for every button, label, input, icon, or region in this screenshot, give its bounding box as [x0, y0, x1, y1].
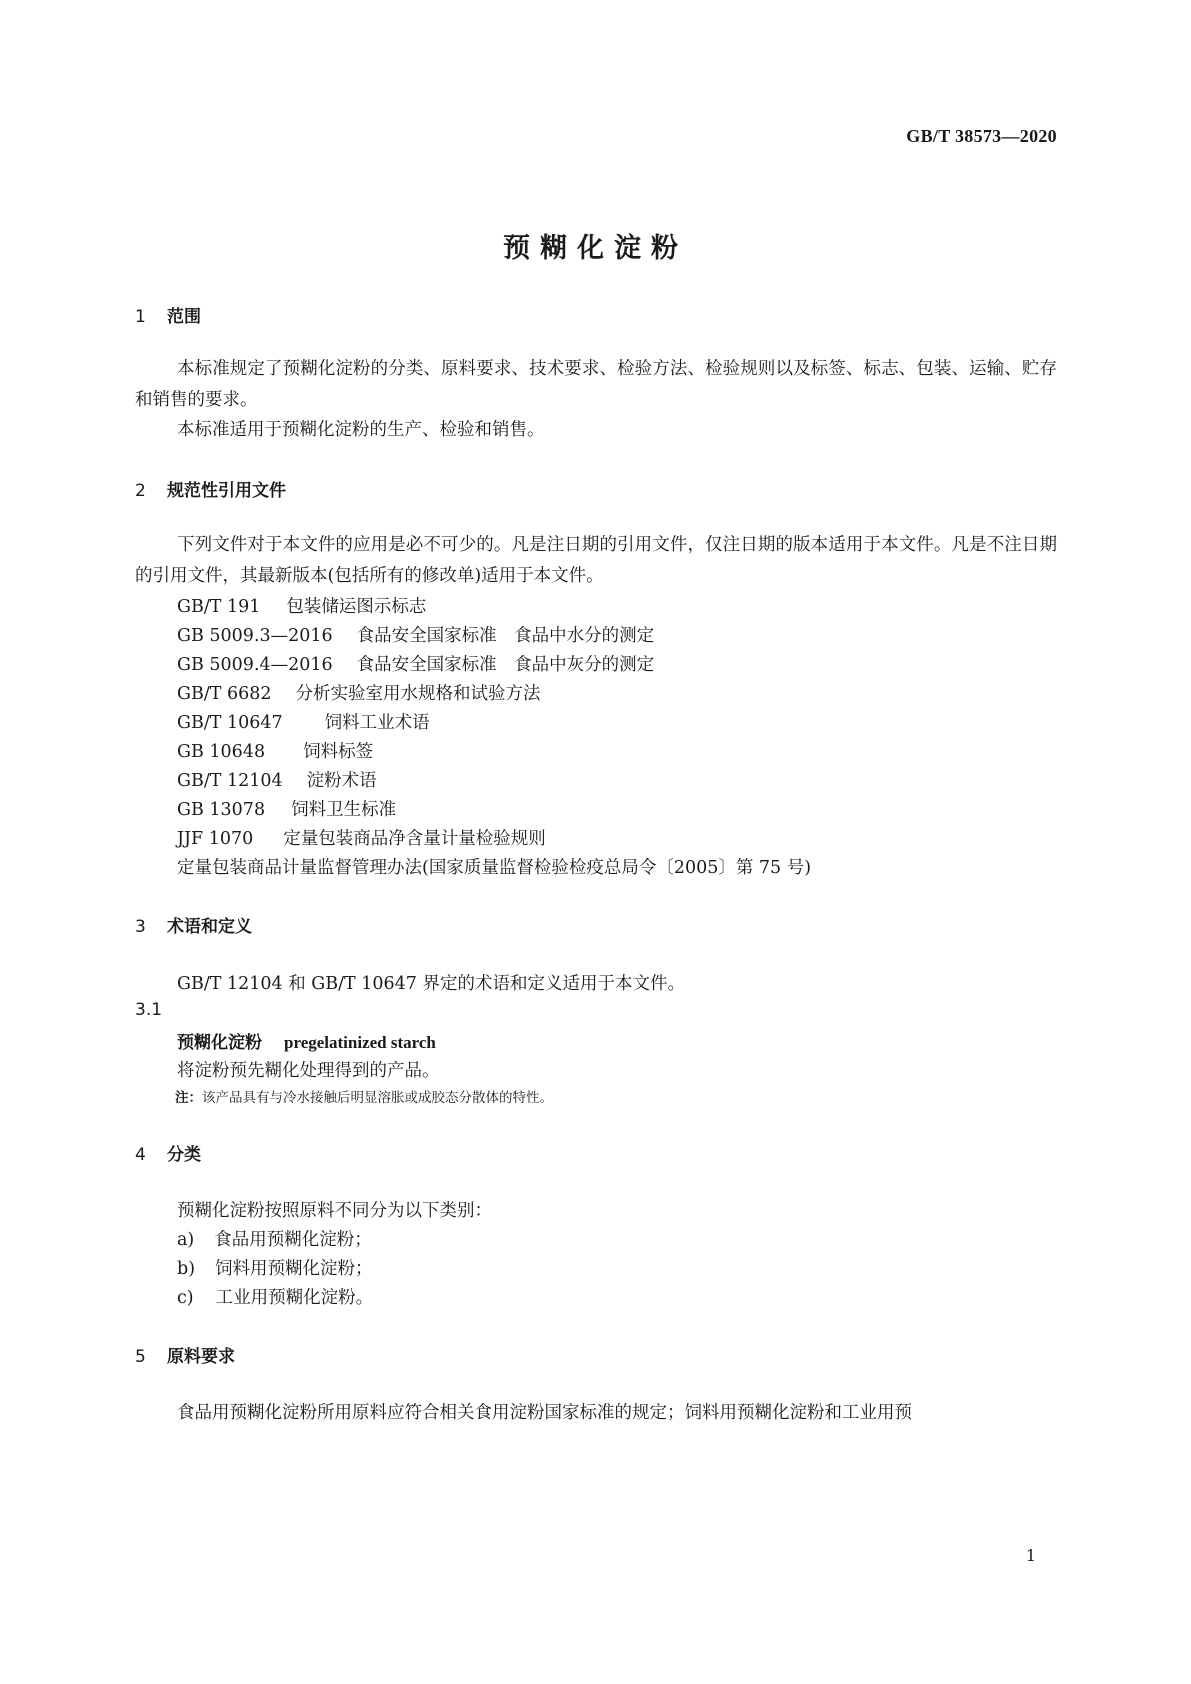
reference-code: GB/T 10647 — [177, 713, 283, 733]
list-item-text: 工业用预糊化淀粉。 — [215, 1288, 374, 1308]
reference-item — [177, 680, 541, 705]
section-title: 规范性引用文件 — [167, 481, 286, 501]
section-3-heading — [135, 912, 252, 937]
reference-code: GB/T 12104 — [177, 771, 283, 791]
reference-item-regulation: 定量包装商品计量监督管理办法(国家质量监督检验检疫总局令〔2005〕第 75 号) — [177, 858, 812, 878]
reference-name: 包装储运图示标志 — [286, 597, 427, 617]
standard-code: GB/T 38573—2020 — [906, 126, 1057, 146]
section-number: 4 — [135, 1145, 146, 1165]
section-4-intro: 预糊化淀粉按照原料不同分为以下类别： — [177, 1201, 492, 1221]
list-item — [177, 1255, 373, 1280]
section-title: 分类 — [167, 1145, 201, 1165]
reference-name: 定量包装商品净含量计量检验规则 — [283, 829, 546, 849]
section-number: 2 — [135, 481, 146, 501]
reference-code: GB/T 6682 — [177, 684, 272, 704]
section-5-paragraph: 食品用预糊化淀粉所用原料应符合相关食用淀粉国家标准的规定；饲料用预糊化淀粉和工业用预 — [177, 1403, 912, 1423]
reference-item — [177, 796, 396, 821]
section-1-heading — [135, 302, 201, 327]
section-number: 3 — [135, 917, 146, 937]
subclause-number: 3.1 — [135, 1000, 163, 1020]
reference-name: 食品安全国家标准 食品中水分的测定 — [356, 626, 655, 646]
list-item-text: 食品用预糊化淀粉； — [214, 1230, 372, 1250]
list-item — [177, 1284, 373, 1309]
page-number: 1 — [1025, 1546, 1036, 1565]
reference-code: GB 13078 — [177, 800, 266, 820]
section-title: 术语和定义 — [167, 917, 252, 937]
list-item-label: b) — [177, 1259, 196, 1279]
term-english: pregelatinized starch — [284, 1033, 436, 1052]
reference-name: 饲料标签 — [303, 742, 374, 762]
reference-item — [177, 825, 546, 850]
term-chinese: 预糊化淀粉 — [177, 1033, 262, 1053]
reference-item — [177, 767, 377, 792]
reference-name: 饲料工业术语 — [324, 713, 430, 733]
note-label: 注： — [175, 1090, 202, 1106]
reference-item — [177, 651, 654, 676]
list-item — [177, 1226, 372, 1251]
reference-code: JJF 1070 — [177, 829, 254, 849]
reference-code: GB/T 191 — [177, 597, 261, 617]
term-entry — [177, 1028, 436, 1053]
reference-name: 淀粉术语 — [306, 771, 377, 791]
reference-item — [177, 709, 430, 734]
list-item-label: c) — [177, 1288, 194, 1308]
reference-code: GB 5009.3—2016 — [177, 626, 333, 646]
section-4-heading — [135, 1140, 201, 1165]
reference-name: 食品安全国家标准 食品中灰分的测定 — [356, 655, 655, 675]
term-note — [175, 1086, 553, 1106]
section-title: 范围 — [167, 307, 201, 327]
note-text: 该产品具有与冷水接触后明显溶胀或成胶态分散体的特性。 — [202, 1090, 553, 1106]
section-number: 1 — [135, 307, 146, 327]
section-2-heading — [135, 476, 286, 501]
reference-item — [177, 593, 426, 618]
section-5-heading — [135, 1342, 235, 1367]
section-1-paragraph-2: 本标准适用于预糊化淀粉的生产、检验和销售。 — [177, 420, 545, 440]
reference-code: GB 10648 — [177, 742, 266, 762]
reference-item — [177, 738, 373, 763]
reference-name: 饲料卫生标准 — [291, 800, 397, 820]
document-title: 预糊化淀粉 — [503, 233, 688, 264]
list-item-label: a) — [177, 1230, 195, 1250]
reference-item — [177, 622, 654, 647]
section-2-intro: 下列文件对于本文件的应用是必不可少的。凡是注日期的引用文件，仅注日期的版本适用于本文件。凡是不注日期的引用文件，其最新版本(包括所有的修改单)适用于本文件。 — [135, 535, 1057, 586]
reference-code: GB 5009.4—2016 — [177, 655, 333, 675]
reference-name: 分析实验室用水规格和试验方法 — [295, 684, 541, 704]
term-definition: 将淀粉预先糊化处理得到的产品。 — [177, 1061, 440, 1081]
section-3-intro: GB/T 12104 和 GB/T 10647 界定的术语和定义适用于本文件。 — [177, 974, 685, 994]
section-title: 原料要求 — [167, 1347, 235, 1367]
section-number: 5 — [135, 1347, 146, 1367]
section-1-paragraph-1: 本标准规定了预糊化淀粉的分类、原料要求、技术要求、检验方法、检验规则以及标签、标志、包装、运输、贮存和销售的要求。 — [135, 359, 1057, 410]
list-item-text: 饲料用预糊化淀粉； — [215, 1259, 373, 1279]
